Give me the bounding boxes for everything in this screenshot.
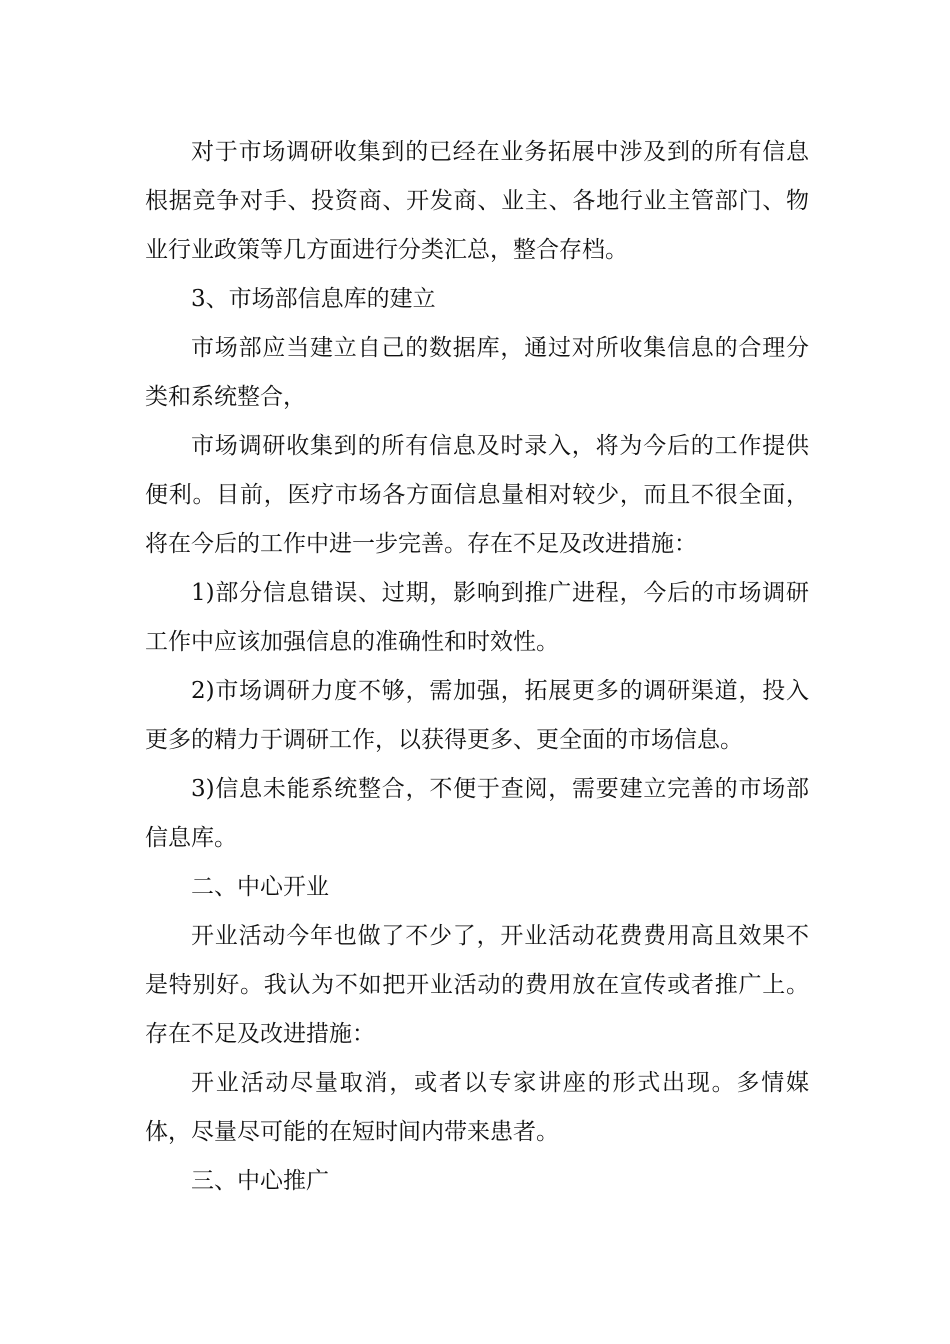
- list-item-1: 1)部分信息错误、过期，影响到推广进程，今后的市场调研工作中应该加强信息的准确性和时效性。: [145, 580, 809, 655]
- heading-center-promotion: 三、中心推广: [191, 1168, 329, 1194]
- paragraph-opening-improvement: 开业活动尽量取消，或者以专家讲座的形式出现。多情媒体，尽量尽可能的在短时间内带来患者。: [145, 1070, 809, 1145]
- heading-market-database: 3、市场部信息库的建立: [191, 286, 436, 312]
- paragraph-info-entry: 市场调研收集到的所有信息及时录入，将为今后的工作提供便利。目前，医疗市场各方面信息量相对较少，而且不很全面，将在今后的工作中进一步完善。存在不足及改进措施：: [145, 433, 809, 557]
- paragraph-market-info-archive: 对于市场调研收集到的已经在业务拓展中涉及到的所有信息根据竞争对手、投资商、开发商、业主、各地行业主管部门、物业行业政策等几方面进行分类汇总，整合存档。: [145, 139, 809, 263]
- list-item-2: 2)市场调研力度不够，需加强，拓展更多的调研渠道，投入更多的精力于调研工作，以获得更多、更全面的市场信息。: [145, 678, 809, 753]
- heading-center-opening: 二、中心开业: [191, 874, 329, 900]
- paragraph-opening-activities: 开业活动今年也做了不少了，开业活动花费费用高且效果不是特别好。我认为不如把开业活动的费用放在宣传或者推广上。存在不足及改进措施：: [145, 923, 809, 1047]
- list-item-3: 3)信息未能系统整合，不便于查阅，需要建立完善的市场部信息库。: [145, 776, 809, 851]
- document-body: [145, 128, 809, 1206]
- paragraph-build-database: 市场部应当建立自己的数据库，通过对所收集信息的合理分类和系统整合，: [145, 335, 809, 410]
